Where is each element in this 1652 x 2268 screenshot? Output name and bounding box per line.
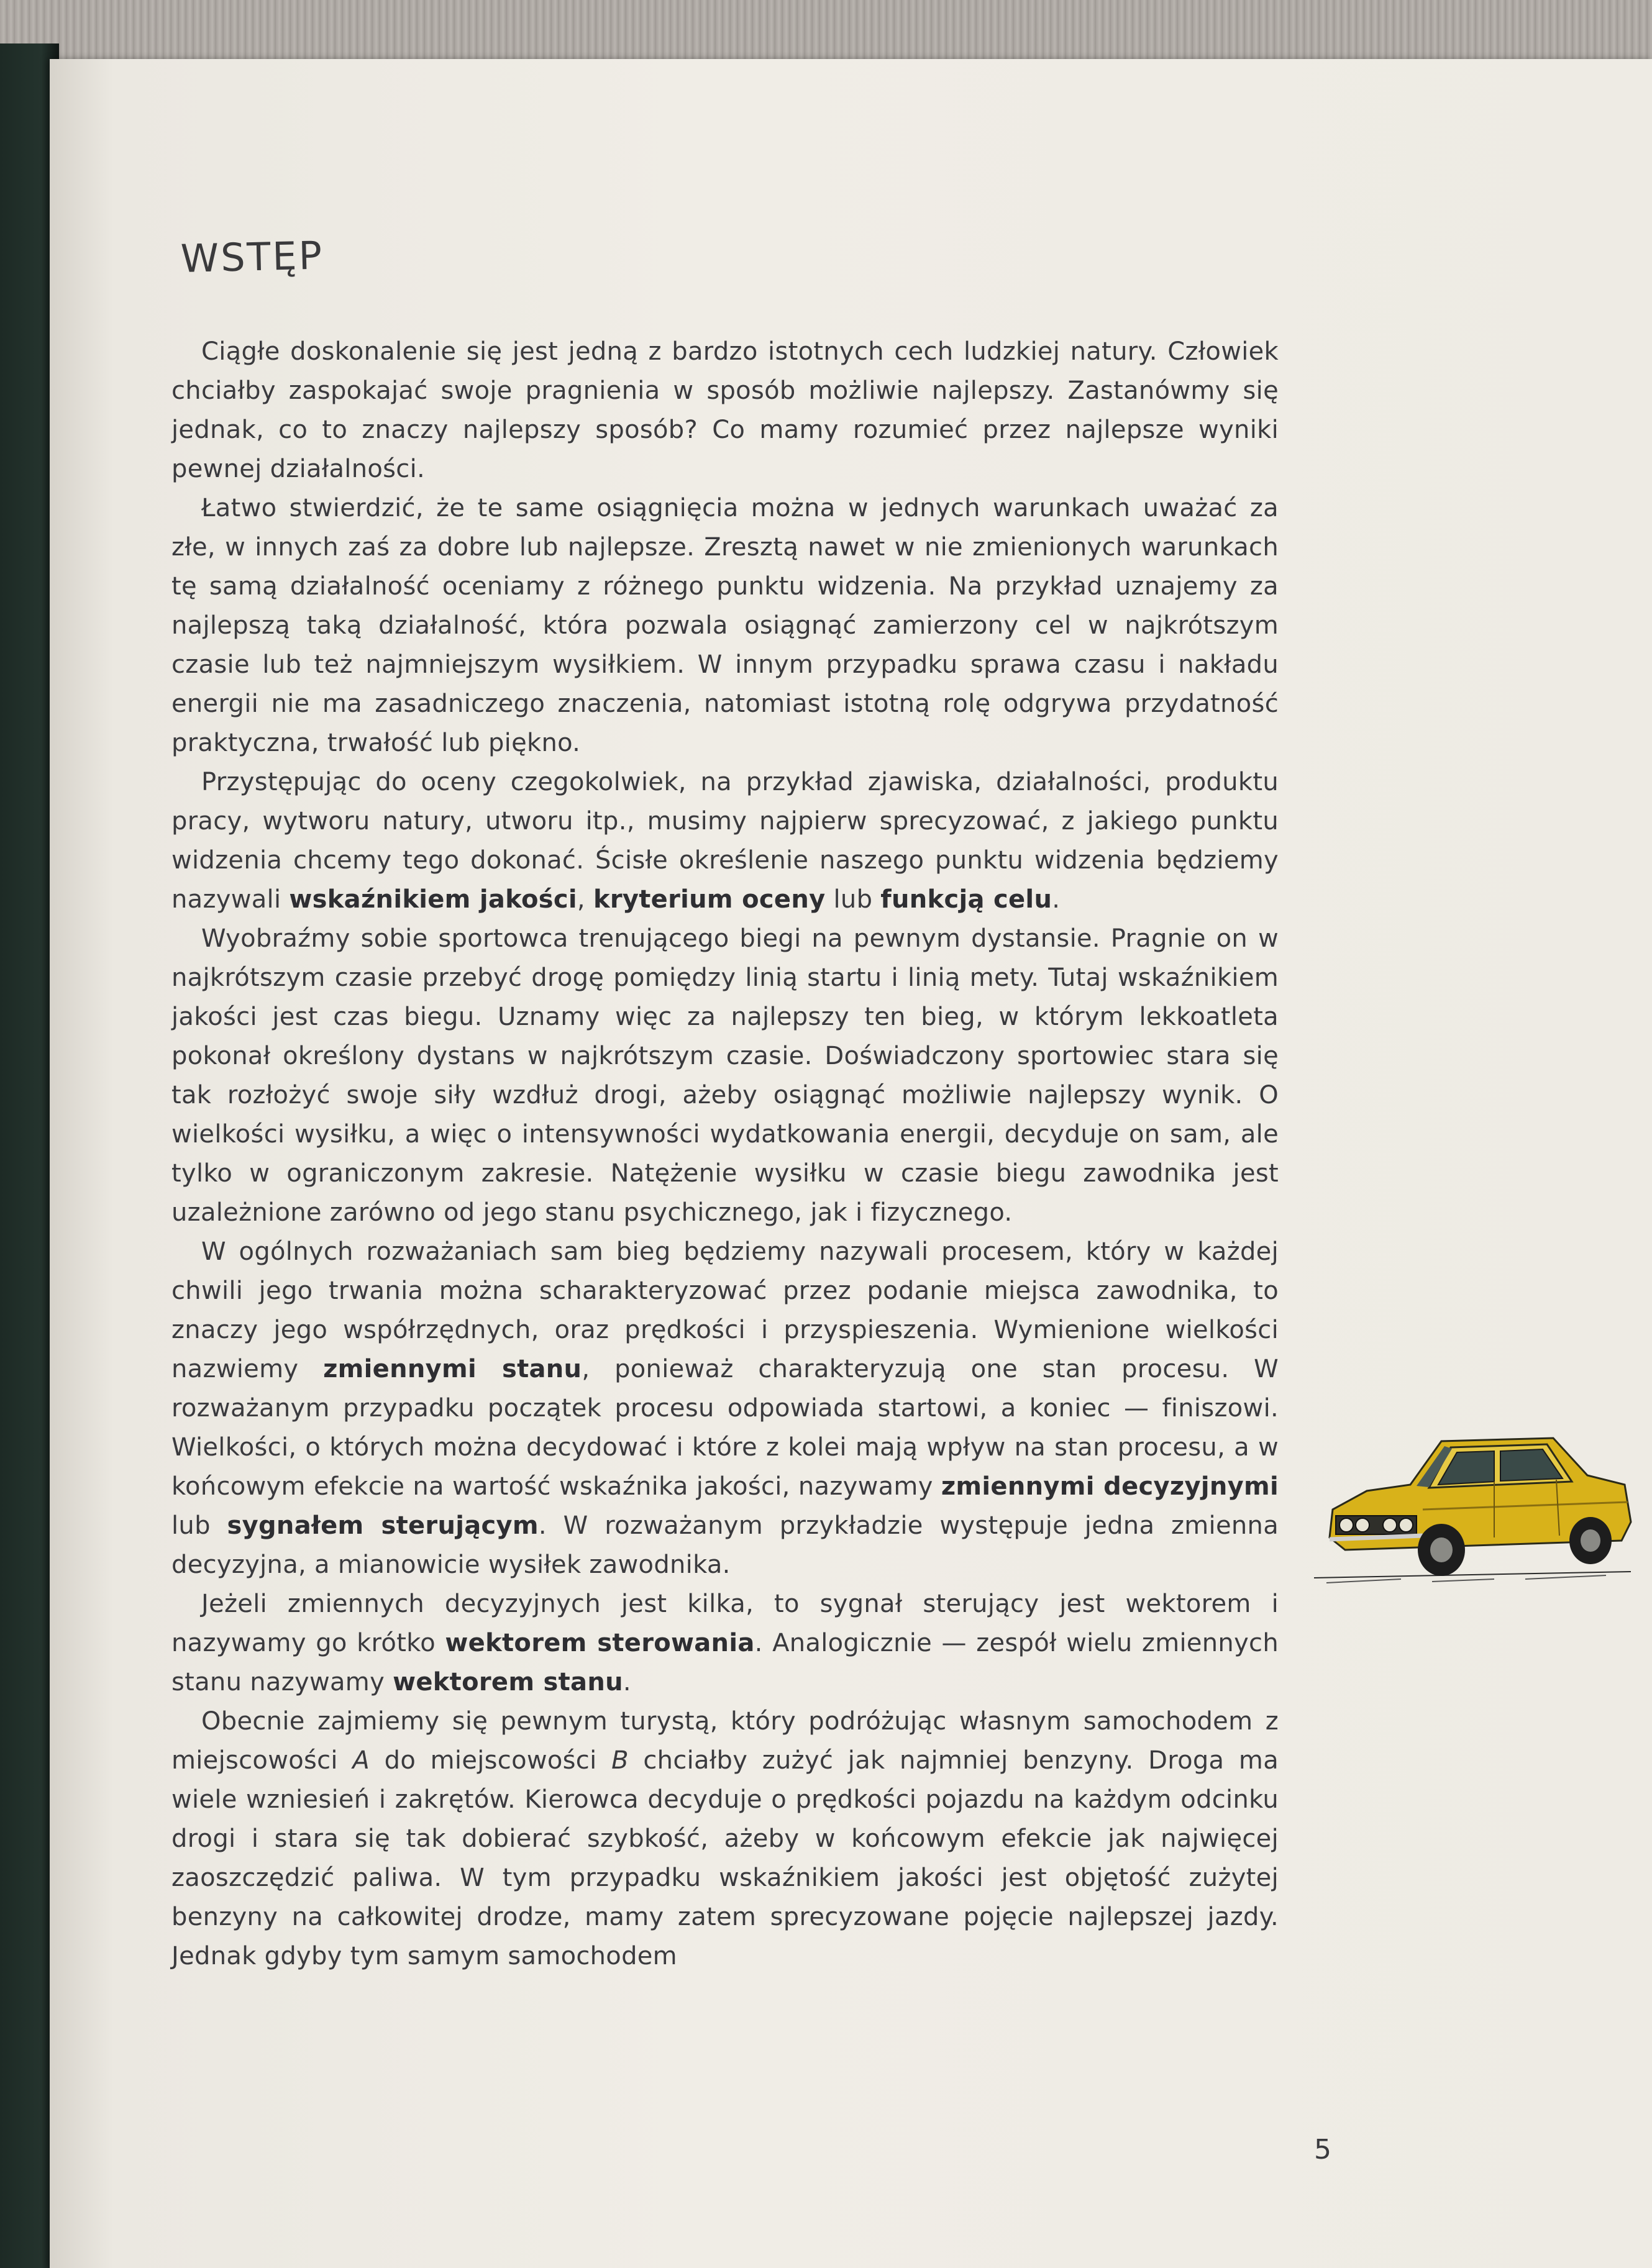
text-segment: lub <box>833 885 873 914</box>
paragraph-3 <box>171 763 1279 919</box>
paragraph-1: Ciągłe doskonalenie się jest jedną z bardzo istotnych cech ludzkiej natury. Człowiek chciałby zaspokajać swoje pragnienia w sposób możliwie najlepszy. Zastanówmy się jednak, co to znaczy najlepszy sposób? Co mamy rozumieć przez najlepsze wyniki pewnej działalności. <box>171 337 1279 483</box>
text-segment: , <box>577 885 585 914</box>
paragraph-7 <box>171 1702 1279 1976</box>
text-segment: lub <box>171 1511 211 1540</box>
term-state-variables: zmiennymi stanu <box>323 1355 582 1383</box>
page-number: 5 <box>1314 2134 1331 2166</box>
chapter-heading: WSTĘP <box>180 232 324 281</box>
place-b: B <box>611 1746 629 1775</box>
text-segment: Jeżeli zmiennych decyzyjnych jest kilka, to sygnał sterujący jest wektorem i nazywamy go krótko <box>171 1590 1279 1657</box>
term-control-signal: sygnałem sterującym <box>227 1511 539 1540</box>
paragraph-6 <box>171 1585 1279 1702</box>
text-segment: . <box>1052 885 1061 914</box>
text-segment: W ogólnych rozważaniach sam bieg będziemy nazywali procesem, który w każdej chwili jego trwania można scharakteryzować przez podanie miejsca zawodnika, to znaczy jego współrzędnych, oraz prędkości i przyspieszenia. Wymienione wielkości nazwiemy <box>171 1237 1279 1383</box>
term-state-vector: wektorem stanu <box>393 1668 623 1696</box>
term-objective-function: funkcją celu <box>880 885 1052 914</box>
text-segment: Obecnie zajmiemy się pewnym turystą, który podróżując własnym samochodem z miejscowości <box>171 1707 1279 1775</box>
text-segment: . W rozważanym przykładzie występuje jedna zmienna decyzyjna, a mianowicie wysiłek zawodnika. <box>171 1511 1279 1579</box>
paragraph-4: Wyobraźmy sobie sportowca trenującego biegi na pewnym dystansie. Pragnie on w najkrótszym czasie przebyć drogę pomiędzy linią startu i linią mety. Tutaj wskaźnikiem jakości jest czas biegu. Uznamy więc za najlepszy ten bieg, w którym lekkoatleta pokonał określony dystans w najkrótszym czasie. Doświadczony sportowiec stara się tak rozłożyć swoje siły wzdłuż drogi, ażeby osiągnąć możliwie najlepszy wynik. O wielkości wysiłku, a więc o intensywności wydatkowania energii, decyduje on sam, ale tylko w ograniczonym zakresie. Natężenie wysiłku w czasie biegu zawodnika jest uzależnione zarówno od jego stanu psychicznego, jak i fizycznego. <box>171 924 1279 1227</box>
text-segment: Przystępując do oceny czegokolwiek, na przykład zjawiska, działalności, produktu pracy, wytworu natury, utworu itp., musimy najpierw sprecyzować, z jakiego punktu widzenia chcemy tego dokonać. Ścisłe określenie naszego punktu widzenia będziemy nazywali <box>171 768 1279 914</box>
book-page <box>50 59 1652 2268</box>
car-illustration <box>1308 1416 1643 1615</box>
paragraph-2: Łatwo stwierdzić, że te same osiągnięcia można w jednych warunkach uważać za złe, w innych zaś za dobre lub najlepsze. Zresztą nawet w nie zmienionych warunkach tę samą działalność oceniamy z różnego punktu widzenia. Na przykład uznajemy za najlepszą taką działalność, która pozwala osiągnąć zamierzony cel w najkrótszym czasie lub też najmniejszym wysiłkiem. W innym przypadku sprawa czasu i nakładu energii nie ma zasadniczego znaczenia, natomiast istotną rolę odgrywa przydatność praktyczna, trwałość lub piękno. <box>171 494 1279 757</box>
place-a: A <box>352 1746 370 1775</box>
background-surface <box>0 0 1652 68</box>
paragraph-5 <box>171 1232 1279 1585</box>
text-segment: chciałby zużyć jak najmniej benzyny. Droga ma wiele wzniesień i zakrętów. Kierowca decyduje o prędkości pojazdu na każdym odcinku drogi i stara się tak dobierać szybkość, ażeby w końcowym efekcie jak najwięcej zaoszczędzić paliwa. W tym przypadku wskaźnikiem jakości jest objętość zużytej benzyny na całkowitej drodze, mamy zatem sprecyzowane pojęcie najlepszej jazdy. Jednak gdyby tym samym samochodem <box>171 1746 1279 1970</box>
text-segment: , ponieważ charakteryzują one stan procesu. W rozważanym przypadku początek procesu odpowiada startowi, a koniec — finiszowi. Wielkości, o których można decydować i które z kolei mają wpływ na stan procesu, a w końcowym efekcie na wartość wskaźnika jakości, nazywamy <box>171 1355 1279 1501</box>
term-quality-index: wskaźnikiem jakości <box>289 885 577 914</box>
text-segment: do miejscowości <box>384 1746 597 1775</box>
term-decision-variables: zmiennymi decyzyjnymi <box>941 1472 1279 1501</box>
text-segment: . <box>623 1668 631 1696</box>
body-text <box>171 332 1279 1976</box>
term-evaluation-criterion: kryterium oceny <box>593 885 826 914</box>
text-segment: . Analogicznie — zespół wielu zmiennych stanu nazywamy <box>171 1629 1279 1696</box>
term-control-vector: wektorem sterowania <box>445 1629 755 1657</box>
